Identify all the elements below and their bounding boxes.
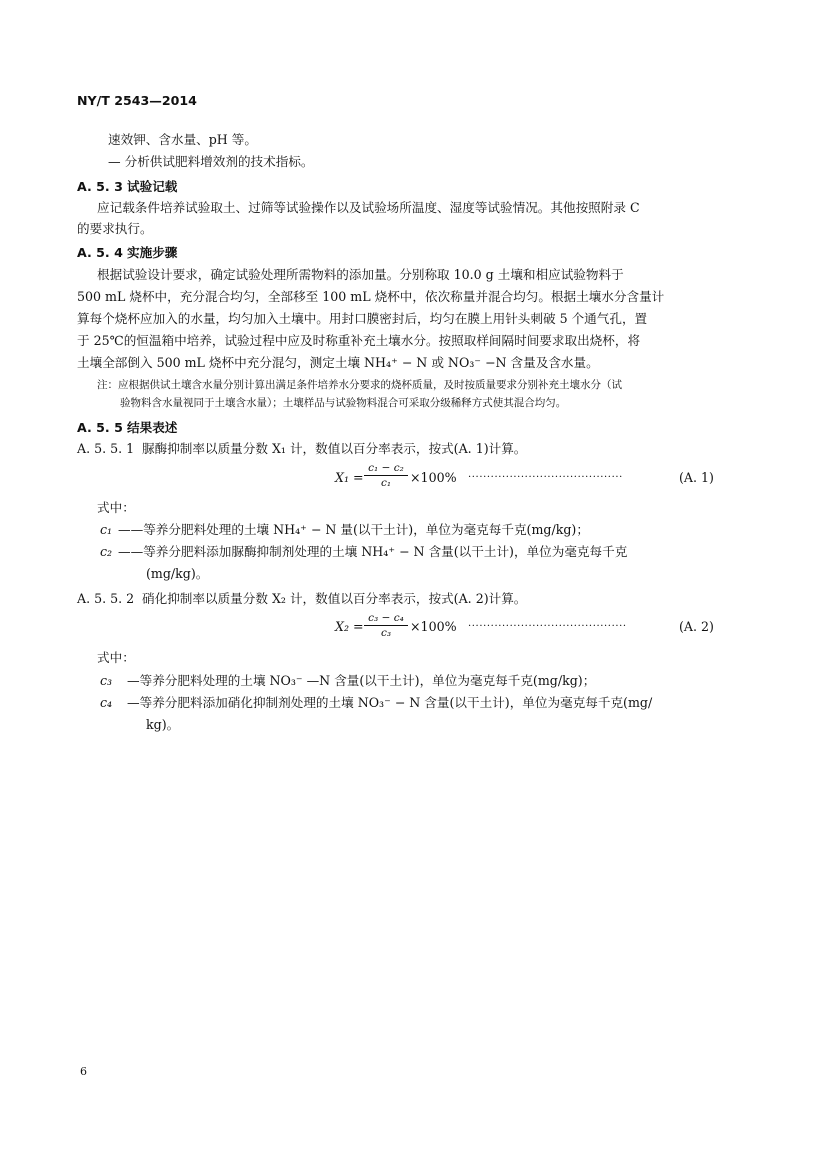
symbol-definition-cont: kg)。 [146, 717, 180, 732]
paragraph-line: 于 25℃的恒温箱中培养，试验过程中应及时称重补充土壤水分。按照取样间隔时间要求取出烧杯，将 [77, 333, 641, 348]
symbol: c₂ [100, 544, 113, 559]
paragraph-line: 算每个烧杯应加入的水量，均匀加入土壤中。用封口膜密封后，均匀在膜上用针头刺破 5 个通气孔，置 [77, 311, 648, 326]
symbol: c₃ [100, 673, 113, 688]
equation-label: (A. 2) [679, 619, 714, 634]
fraction-bar [364, 625, 408, 626]
subsection-text: 硝化抑制率以质量分数 X₂ 计，数值以百分率表示，按式(A. 2)计算。 [142, 591, 527, 606]
subsection-text: 脲酶抑制率以质量分数 X₁ 计，数值以百分率表示，按式(A. 1)计算。 [142, 441, 527, 456]
section-number: A. 5. 4 [77, 245, 123, 260]
body-line: 速效钾、含水量、pH 等。 [108, 132, 257, 147]
equation-label: (A. 1) [679, 470, 714, 485]
equation-fraction [364, 612, 408, 639]
paragraph-line: 土壤全部倒入 500 mL 烧杯中充分混匀，测定土壤 NH₄⁺ − N 或 NO₃⁻ −N 含量及含水量。 [77, 355, 599, 370]
subsection-number: A. 5. 5. 2 [77, 591, 135, 606]
paragraph-line: 的要求执行。 [77, 221, 153, 236]
fraction-denominator: c₁ [380, 477, 392, 489]
symbol: c₄ [100, 695, 113, 710]
fraction-numerator: c₁ − c₂ [368, 462, 404, 474]
equation-rhs: ×100% [410, 470, 457, 485]
note-line: 注：应根据供试土壤含水量分别计算出满足条件培养水分要求的烧杯质量，及时按质量要求分别补充土壤水分（试 [97, 379, 622, 391]
standard-code: NY/T 2543—2014 [77, 93, 197, 108]
fraction-bar [364, 475, 408, 476]
section-title: 试验记载 [127, 179, 178, 194]
body-line: — 分析供试肥料增效剂的技术指标。 [108, 154, 314, 169]
equation-leader: ·········································· [468, 621, 627, 632]
equation-rhs: ×100% [410, 619, 457, 634]
paragraph-line: 500 mL 烧杯中，充分混合均匀，全部移至 100 mL 烧杯中，依次称量并混合均匀。根据土壤水分含量计 [77, 289, 665, 304]
section-title: 实施步骤 [127, 245, 178, 260]
paragraph-line: 根据试验设计要求，确定试验处理所需物料的添加量。分别称取 10.0 g 土壤和相应试验物料于 [97, 267, 624, 282]
section-number: A. 5. 5 [77, 420, 123, 435]
page-number: 6 [80, 1065, 87, 1078]
equation-leader: ········································· [468, 472, 623, 483]
where-label: 式中： [97, 650, 135, 665]
equation-lhs: X₂ = [335, 619, 364, 634]
subsection-number: A. 5. 5. 1 [77, 441, 135, 456]
section-number: A. 5. 3 [77, 179, 123, 194]
symbol-definition: —等养分肥料处理的土壤 NO₃⁻ —N 含量(以干土计)，单位为毫克每千克(mg/kg)； [127, 673, 596, 688]
symbol: c₁ [100, 522, 113, 537]
equation-fraction [364, 462, 408, 489]
equation-lhs: X₁ = [335, 470, 364, 485]
section-title: 结果表述 [127, 420, 178, 435]
paragraph-line: 应记载条件培养试验取土、过筛等试验操作以及试验场所温度、湿度等试验情况。其他按照附录 C [97, 200, 640, 215]
symbol-definition: ——等养分肥料添加脲酶抑制剂处理的土壤 NH₄⁺ − N 含量(以干土计)，单位为毫克每千克 [118, 544, 628, 559]
symbol-definition: —等养分肥料添加硝化抑制剂处理的土壤 NO₃⁻ − N 含量(以干土计)，单位为毫克每千克(mg/ [127, 695, 653, 710]
where-label: 式中： [97, 500, 135, 515]
fraction-numerator: c₃ − c₄ [368, 612, 404, 624]
symbol-definition-cont: (mg/kg)。 [146, 566, 209, 581]
fraction-denominator: c₃ [380, 627, 392, 639]
note-line: 验物料含水量视同于土壤含水量）；土壤样品与试验物料混合可采取分级稀释方式使其混合均匀。 [120, 397, 567, 409]
symbol-definition: ——等养分肥料处理的土壤 NH₄⁺ − N 量(以干土计)，单位为毫克每千克(mg/kg)； [118, 522, 589, 537]
